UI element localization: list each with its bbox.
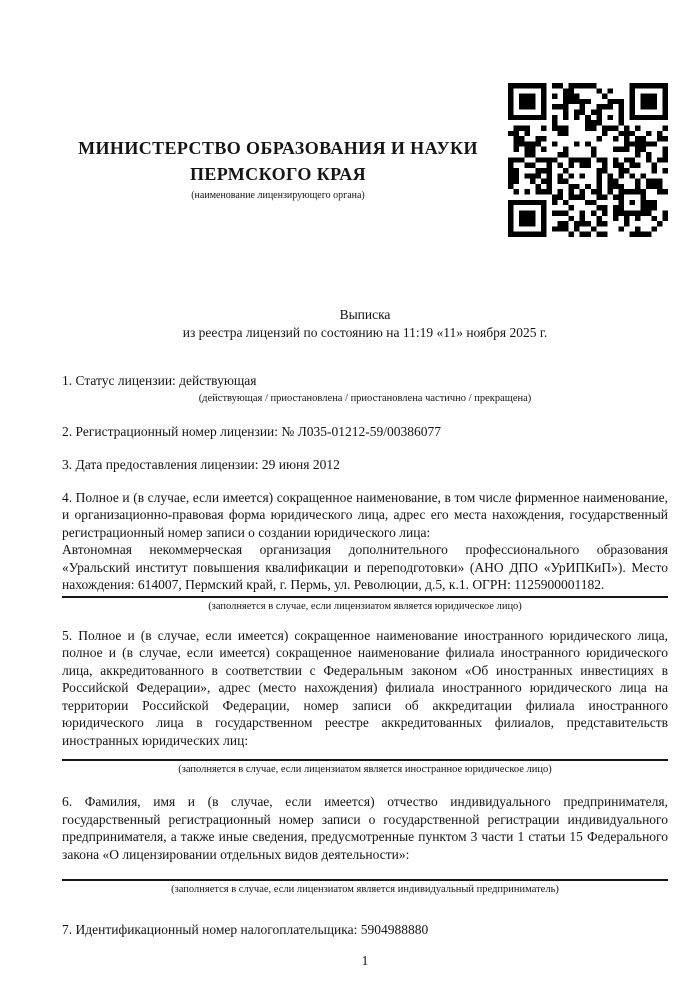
entrepreneur-caption: (заполняется в случае, если лицензиатом является индивидуальный предприниматель) xyxy=(171,884,559,895)
issuer-name-line1: МИНИСТЕРСТВО ОБРАЗОВАНИЯ И НАУКИ xyxy=(78,138,478,158)
document-title-line2: из реестра лицензий по состоянию на 11:19 «11» ноября 2025 г. xyxy=(182,324,548,340)
legal-entity-statutory-text: 4. Полное и (в случае, если имеется) сокращенное наименование, в том числе фирменное наименование, и организационно-правовая форма юридического лица, адрес его места нахождения, государственный регистрационный номер записи о создании юридического лица: xyxy=(62,489,668,540)
taxpayer-number-text: 7. Идентификационный номер налогоплательщика: 5904988880 xyxy=(62,922,429,937)
foreign-entity-statutory-text: 5. Полное и (в случае, если имеется) сокращенное наименование иностранного юридического лица, полное и (в случае, если имеется) сокращенное наименование филиала иностранного юридического лица, аккредитованного в соответствии с Федеральным законом «Об иностранных инвестициях в Российской Федерации», адрес (место нахождения) филиала иностранного юридического лица на территории Российской Федерации, номер записи об аккредитации филиала иностранного юридического лица в государственном реестре аккредитованных филиалов, представительств иностранных юридических лиц: xyxy=(62,627,668,748)
page-number: 1 xyxy=(361,952,369,968)
issuing-authority-block xyxy=(62,83,508,201)
license-status-text: 1. Статус лицензии: действующая xyxy=(62,373,257,388)
fill-in-rule xyxy=(62,759,668,761)
item-legal-entity-info xyxy=(62,489,668,613)
issuer-name-line2: ПЕРМСКОГО КРАЯ xyxy=(189,164,367,184)
issuer-name xyxy=(62,135,494,187)
license-status-caption: (действующая / приостановлена / приостановлена частично / прекращена) xyxy=(198,392,532,404)
fill-in-rule xyxy=(62,879,668,881)
item-registration-number xyxy=(62,423,668,441)
legal-entity-value: Автономная некоммерческая организация дополнительного профессионального образования «Уральский институт повышения квалификации и переподготовки» (АНО ДПО «УрИПКиП»). Место нахождения: 614007, Пермский край, г. Пермь, ул. Революции, д.5, к.1. ОГРН: 1125900001182. xyxy=(62,542,668,592)
empty-value-space xyxy=(62,749,668,757)
items-list xyxy=(62,372,668,939)
item-license-status xyxy=(62,372,668,405)
item-taxpayer-number xyxy=(62,921,668,939)
legal-entity-caption: (заполняется в случае, если лицензиатом является юридическое лицо) xyxy=(208,600,522,612)
foreign-entity-caption: (заполняется в случае, если лицензиатом является иностранное юридическое лицо) xyxy=(178,764,552,775)
header xyxy=(62,83,668,237)
qr-code-icon xyxy=(508,83,668,237)
grant-date-text: 3. Дата предоставления лицензии: 29 июня 2012 xyxy=(62,457,340,472)
empty-value-space xyxy=(62,863,668,877)
item-grant-date xyxy=(62,456,668,474)
entrepreneur-statutory-text: 6. Фамилия, имя и (в случае, если имеется) отчество индивидуального предпринимателя, государственный регистрационный номер записи о государственной регистрации индивидуального предпринимателя, а также иные сведения, предусмотренные пунктом 3 части 1 статьи 15 Федерального закона «О лицензировании отдельных видов деятельности»: xyxy=(62,794,668,862)
item-foreign-entity-info xyxy=(62,627,668,777)
document-title-line1: Выписка xyxy=(339,307,391,322)
fill-in-rule xyxy=(62,596,668,598)
item-individual-entrepreneur-info xyxy=(62,793,668,896)
registration-number-text: 2. Регистрационный номер лицензии: № Л035-01212-59/00386077 xyxy=(62,423,442,439)
issuer-caption: (наименование лицензирующего органа) xyxy=(191,190,365,201)
document-title xyxy=(62,306,668,341)
